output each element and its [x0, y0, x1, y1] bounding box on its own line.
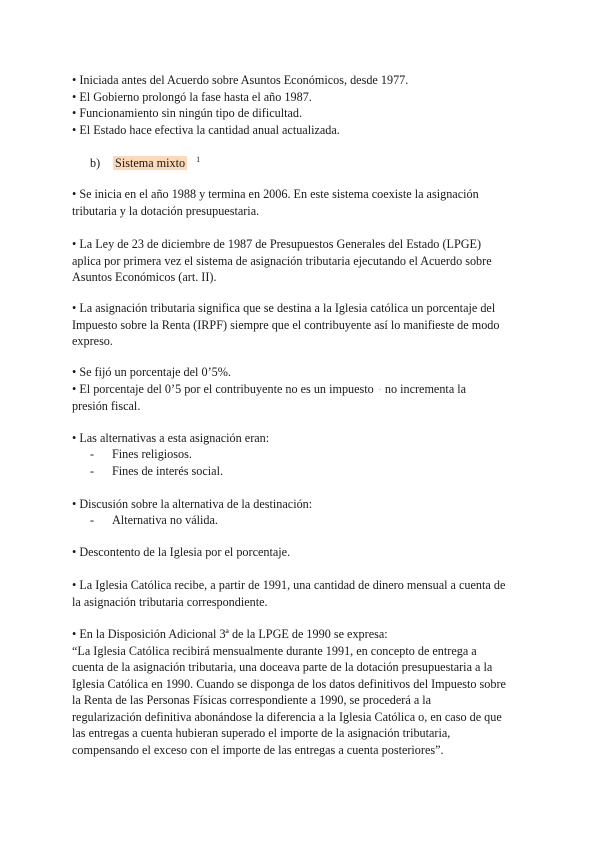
paragraph-line: expreso. — [72, 334, 113, 348]
paragraph-line: • La Iglesia Católica recibe, a partir de 1991, una cantidad de dinero mensual a cuenta de — [72, 578, 506, 592]
quote-line: las entregas a cuenta hubieran superado el importe de la asignación tributaria, — [72, 726, 451, 740]
paragraph — [72, 577, 528, 610]
paragraph — [72, 496, 528, 513]
quote-line: regularización definitiva abonándose la diferencia a la Iglesia Católica o, en caso de que — [72, 709, 502, 724]
paragraph — [72, 186, 528, 219]
sub-list-item: - Fines de interés social. — [90, 463, 224, 478]
arrow-icon: → — [376, 386, 382, 392]
paragraph-line: Asuntos Económicos (art. II). — [72, 270, 217, 284]
sub-list-item: - Alternativa no válida. — [90, 513, 218, 527]
paragraph-line: • Se fijó un porcentaje del 0’5%. — [72, 365, 231, 379]
intro-bullets — [72, 72, 528, 138]
paragraph-line: • La Ley de 23 de diciembre de 1987 de Presupuestos Generales del Estado (LPGE) — [72, 237, 482, 251]
line-text: • El porcentaje del 0’5 por el contribuyente no es un impuesto — [72, 381, 374, 396]
paragraph-line: • La asignación tributaria significa que se destina a la Iglesia católica un porcentaje del — [72, 301, 496, 315]
paragraph-line: Impuesto sobre la Renta (IRPF) siempre que el contribuyente así lo manifieste de modo — [72, 317, 500, 332]
list-item: • El Gobierno prolongó la fase hasta el año 1987. — [72, 89, 312, 104]
list-item: • Funcionamiento sin ningún tipo de dificultad. — [72, 106, 303, 120]
section-title: Sistema mixto — [115, 156, 186, 171]
quote-line: Iglesia Católica en 1990. Cuando se disponga de los datos definitivos del Impuesto sobre — [72, 676, 506, 691]
paragraph — [72, 626, 528, 758]
paragraph-line: • Descontento de la Iglesia por el porcentaje. — [72, 545, 291, 559]
paragraph — [72, 236, 528, 286]
list-item: • El Estado hace efectiva la cantidad anual actualizada. — [72, 122, 340, 137]
paragraph — [72, 364, 528, 414]
list-item: • Iniciada antes del Acuerdo sobre Asuntos Económicos, desde 1977. — [72, 73, 409, 87]
sub-list — [90, 446, 223, 479]
section-heading — [90, 152, 200, 172]
paragraph-line: presión fiscal. — [72, 398, 141, 413]
paragraph-line: tributaria y la dotación presupuestaria. — [72, 203, 260, 218]
quote-line: “La Iglesia Católica recibirá mensualmente durante 1991, en concepto de entrega a — [72, 643, 477, 658]
quote-line: la Renta de las Personas Físicas correspondiente a 1990, se procederá a la — [72, 693, 432, 707]
paragraph-line: • Las alternativas a esta asignación eran: — [72, 431, 270, 445]
line-text: no incrementa la — [384, 381, 467, 396]
quote-line: cuenta de la asignación tributaria, una doceava parte de la dotación presupuestaria a la — [72, 660, 493, 674]
quote-line: compensando el exceso con el importe de las entregas a cuenta posteriores”. — [72, 742, 444, 757]
paragraph-line: • En la Disposición Adicional 3ª de la LPGE de 1990 se expresa: — [72, 627, 388, 641]
paragraph — [72, 544, 528, 561]
paragraph-line: • Se inicia en el año 1988 y termina en 2006. En este sistema coexiste la asignación — [72, 187, 479, 201]
sub-list-item: - Fines religiosos. — [90, 447, 192, 461]
section-letter: b) — [90, 156, 101, 171]
paragraph-line: la asignación tributaria correspondiente. — [72, 594, 268, 609]
footnote-marker[interactable]: 1 — [196, 155, 201, 164]
paragraph — [72, 430, 528, 447]
paragraph — [72, 300, 528, 350]
sub-list — [90, 512, 218, 529]
paragraph-line: • Discusión sobre la alternativa de la destinación: — [72, 497, 313, 511]
paragraph-line: aplica por primera vez el sistema de asignación tributaria ejecutando el Acuerdo sobre — [72, 253, 492, 268]
paragraph-line — [72, 381, 528, 398]
